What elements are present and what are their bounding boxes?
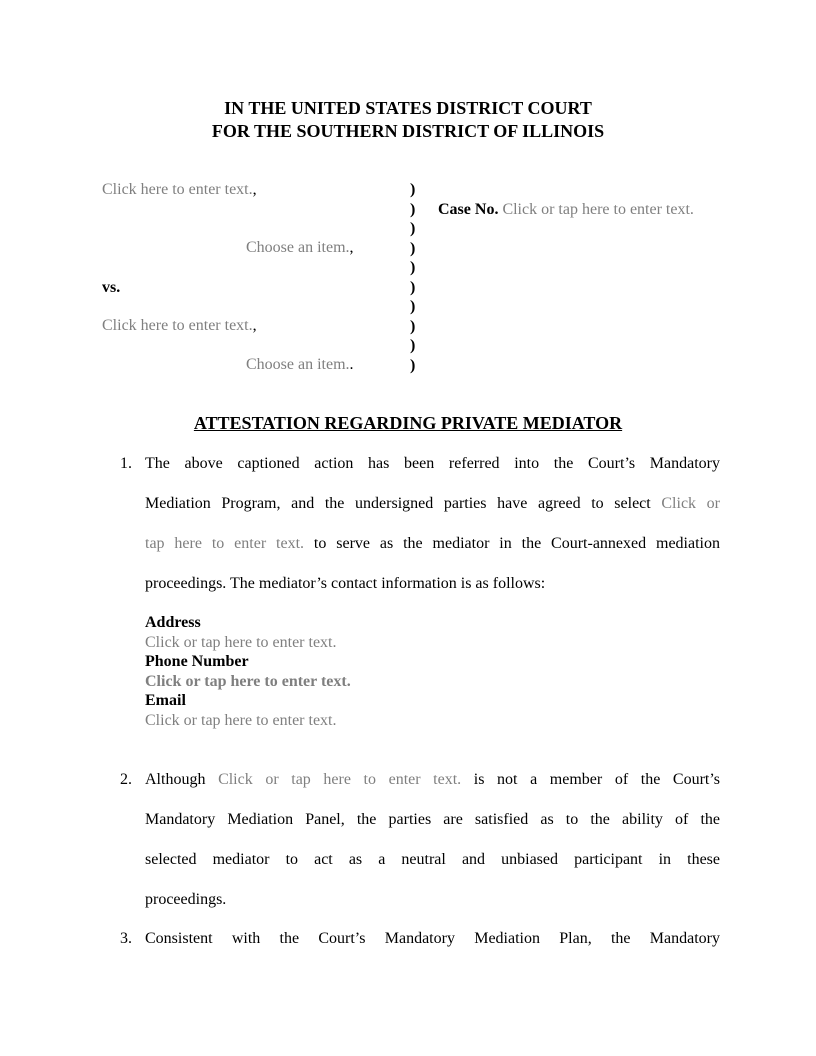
item-2-line-4: proceedings. xyxy=(145,891,227,908)
versus-label: vs. xyxy=(102,279,121,296)
caption-paren: ) xyxy=(410,298,416,315)
case-number-label: Case No. xyxy=(438,201,499,218)
caption-paren: ) xyxy=(410,200,416,218)
plaintiff-name-row xyxy=(102,180,257,200)
case-number-field[interactable]: Click or tap here to enter text. xyxy=(502,201,694,218)
mediator-name-field-2[interactable]: Click or tap here to enter text. xyxy=(218,771,462,788)
caption-paren: ) xyxy=(410,317,416,335)
caption-paren: ) xyxy=(410,278,416,296)
plaintiff-role-dropdown[interactable]: Choose an item. xyxy=(246,239,350,256)
item-1-line-4: proceedings. The mediator’s contact information is as follows: xyxy=(145,575,546,592)
item-3-line-1: Consistent with the Court’s Mandatory Mediation Plan, the Mandatory xyxy=(145,930,720,947)
mediator-name-field-continued[interactable]: tap here to enter text. xyxy=(145,535,305,552)
defendant-name-field[interactable]: Click here to enter text. xyxy=(102,317,253,334)
caption-paren: ) xyxy=(410,181,416,198)
mediator-name-field[interactable]: Click or xyxy=(661,495,720,512)
defendant-name-comma: , xyxy=(252,317,257,334)
caption-paren: ) xyxy=(410,220,416,237)
phone-number-field[interactable]: Click or tap here to enter text. xyxy=(145,672,351,690)
item-2-line-3: selected mediator to act as a neutral and unbiased participant in these xyxy=(145,851,720,868)
document-title: ATTESTATION REGARDING PRIVATE MEDIATOR xyxy=(193,413,623,433)
defendant-role-period: . xyxy=(349,356,354,373)
item-3-number: 3. xyxy=(120,930,132,947)
item-2-line-1 xyxy=(145,770,720,790)
item-1-line-3 xyxy=(145,534,720,554)
item-2-number: 2. xyxy=(120,771,132,788)
item-1-line-1: The above captioned action has been referred into the Court’s Mandatory xyxy=(145,455,720,472)
defendant-name-row xyxy=(102,316,257,336)
plaintiff-name-comma: , xyxy=(252,181,257,198)
item-2-line-2: Mandatory Mediation Panel, the parties are satisfied as to the ability of the xyxy=(145,811,720,828)
court-header-line-2: FOR THE SOUTHERN DISTRICT OF ILLINOIS xyxy=(211,121,605,141)
plaintiff-role-comma: , xyxy=(349,239,354,256)
item-1-line-2-text: Mediation Program, and the undersigned parties have agreed to select xyxy=(145,495,651,512)
case-number-row xyxy=(438,200,694,220)
caption-paren: ) xyxy=(410,356,416,374)
caption-paren: ) xyxy=(410,239,416,257)
email-label: Email xyxy=(145,692,186,709)
item-1-line-3-text: to serve as the mediator in the Court-annexed mediation xyxy=(313,535,720,552)
plaintiff-role-row xyxy=(246,238,354,258)
caption-paren: ) xyxy=(410,337,416,354)
item-2-line-1-before: Although xyxy=(145,771,206,788)
address-label: Address xyxy=(145,614,201,631)
item-1-number: 1. xyxy=(120,455,132,472)
defendant-role-row xyxy=(246,355,354,375)
court-header-line-1: IN THE UNITED STATES DISTRICT COURT xyxy=(224,98,592,118)
email-field[interactable]: Click or tap here to enter text. xyxy=(145,711,337,729)
caption-paren: ) xyxy=(410,259,416,276)
phone-number-label: Phone Number xyxy=(145,653,249,670)
plaintiff-name-field[interactable]: Click here to enter text. xyxy=(102,181,253,198)
item-1-line-2 xyxy=(145,494,720,514)
address-field[interactable]: Click or tap here to enter text. xyxy=(145,633,337,651)
defendant-role-dropdown[interactable]: Choose an item. xyxy=(246,356,350,373)
item-2-line-1-after: is not a member of the Court’s xyxy=(473,771,721,788)
